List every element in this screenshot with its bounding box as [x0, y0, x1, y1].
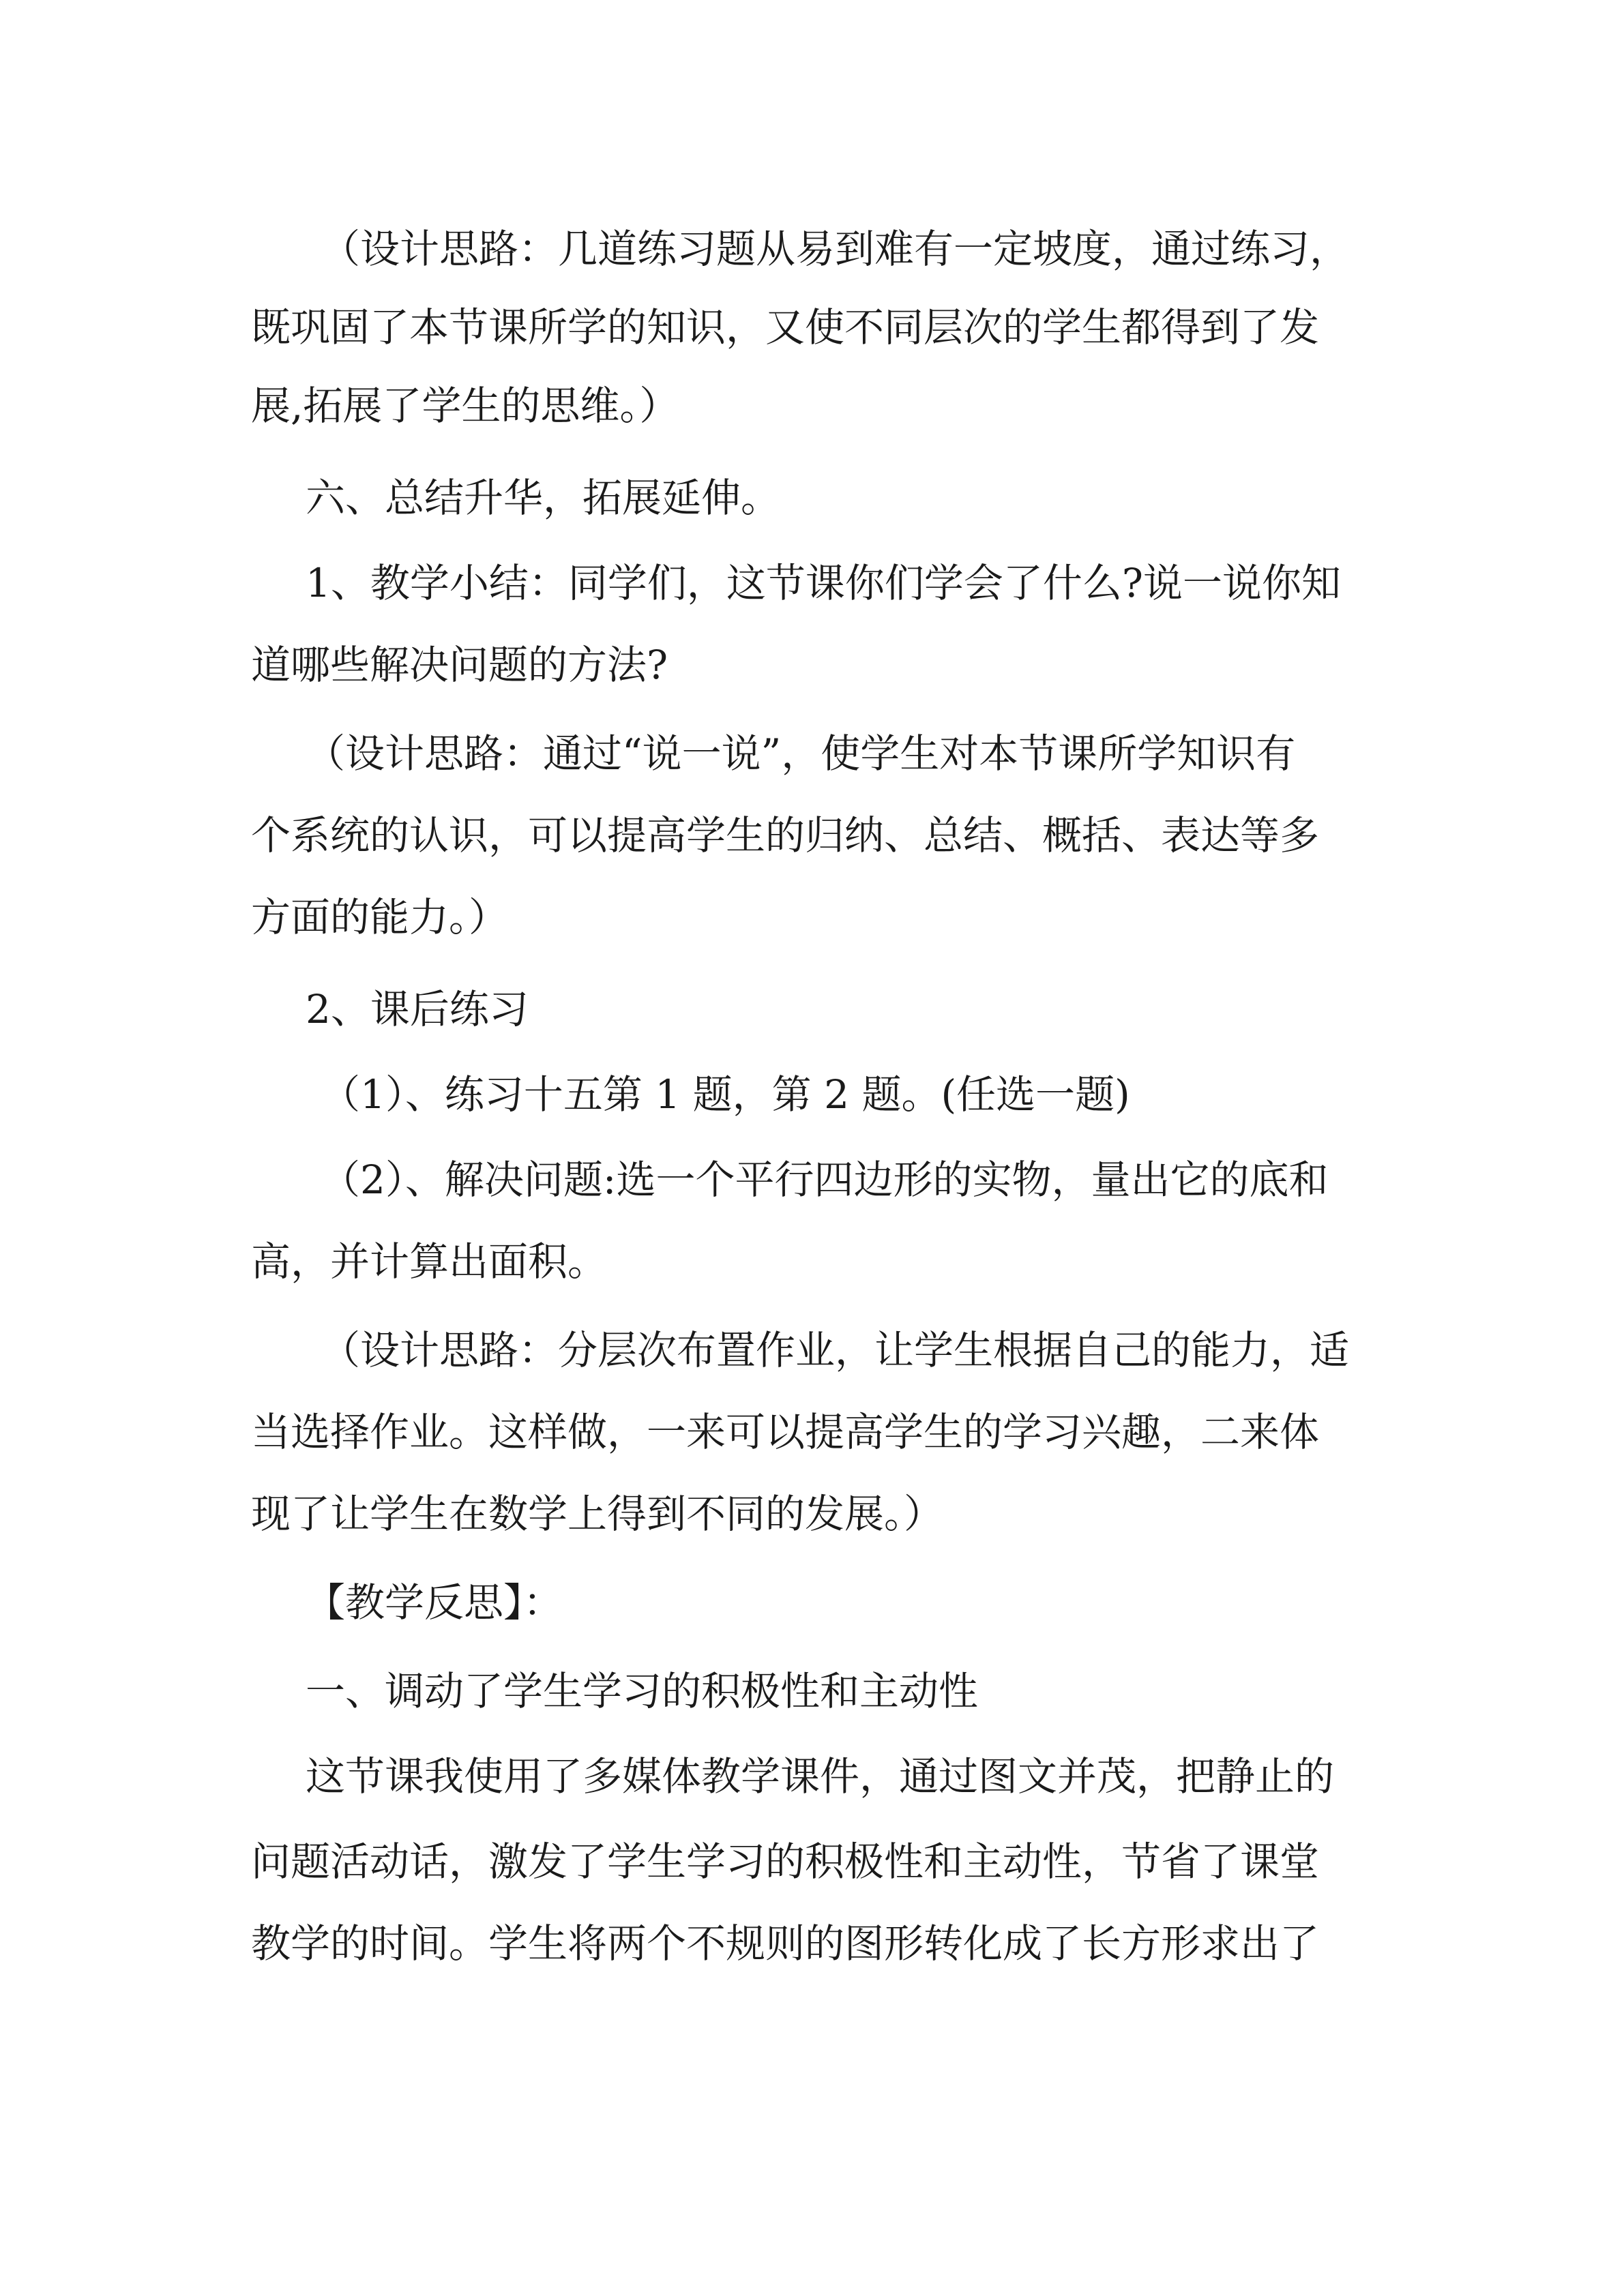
text-line: 方面的能力。） [251, 894, 509, 940]
text-line: 当选择作业。这样做，一来可以提高学生的学习兴趣，二来体 [251, 1409, 1320, 1455]
text-line: 这节课我使用了多媒体教学课件，通过图文并茂，把静止的 [306, 1753, 1335, 1800]
text-line: （设计思路：几道练习题从易到难有一定坡度，通过练习， [321, 226, 1350, 272]
text-line: 高，并计算出面积。 [251, 1238, 608, 1285]
section-heading: 【教学反思】： [306, 1579, 563, 1626]
text-line: 1、教学小结：同学们，这节课你们学会了什么?说一说你知 [306, 560, 1341, 606]
text-line: 展,拓展了学生的思维。） [251, 383, 679, 429]
text-line: （1）、练习十五第 1 题，第 2 题。(任选一题) [321, 1071, 1130, 1118]
section-heading: 一、调动了学生学习的积极性和主动性 [306, 1668, 979, 1714]
section-heading: 六、总结升华，拓展延伸。 [306, 475, 781, 521]
text-line: 个系统的认识，可以提高学生的归纳、总结、概括、表达等多 [251, 812, 1320, 859]
text-line: 既巩固了本节课所学的知识，又使不同层次的学生都得到了发 [251, 304, 1320, 351]
text-line: （设计思路：通过“说一说”，使学生对本节课所学知识有 [306, 730, 1296, 777]
text-line: 教学的时间。学生将两个不规则的图形转化成了长方形求出了 [251, 1920, 1320, 1967]
text-line: （2）、解决问题:选一个平行四边形的实物，量出它的底和 [321, 1157, 1329, 1203]
text-line: 问题活动话，激发了学生学习的积极性和主动性，节省了课堂 [251, 1838, 1320, 1885]
text-line: （设计思路：分层次布置作业，让学生根据自己的能力，适 [321, 1327, 1350, 1373]
text-line: 2、课后练习 [306, 986, 529, 1032]
text-line: 道哪些解决问题的方法? [251, 642, 668, 688]
text-line: 现了让学生在数学上得到不同的发展。） [251, 1491, 944, 1537]
